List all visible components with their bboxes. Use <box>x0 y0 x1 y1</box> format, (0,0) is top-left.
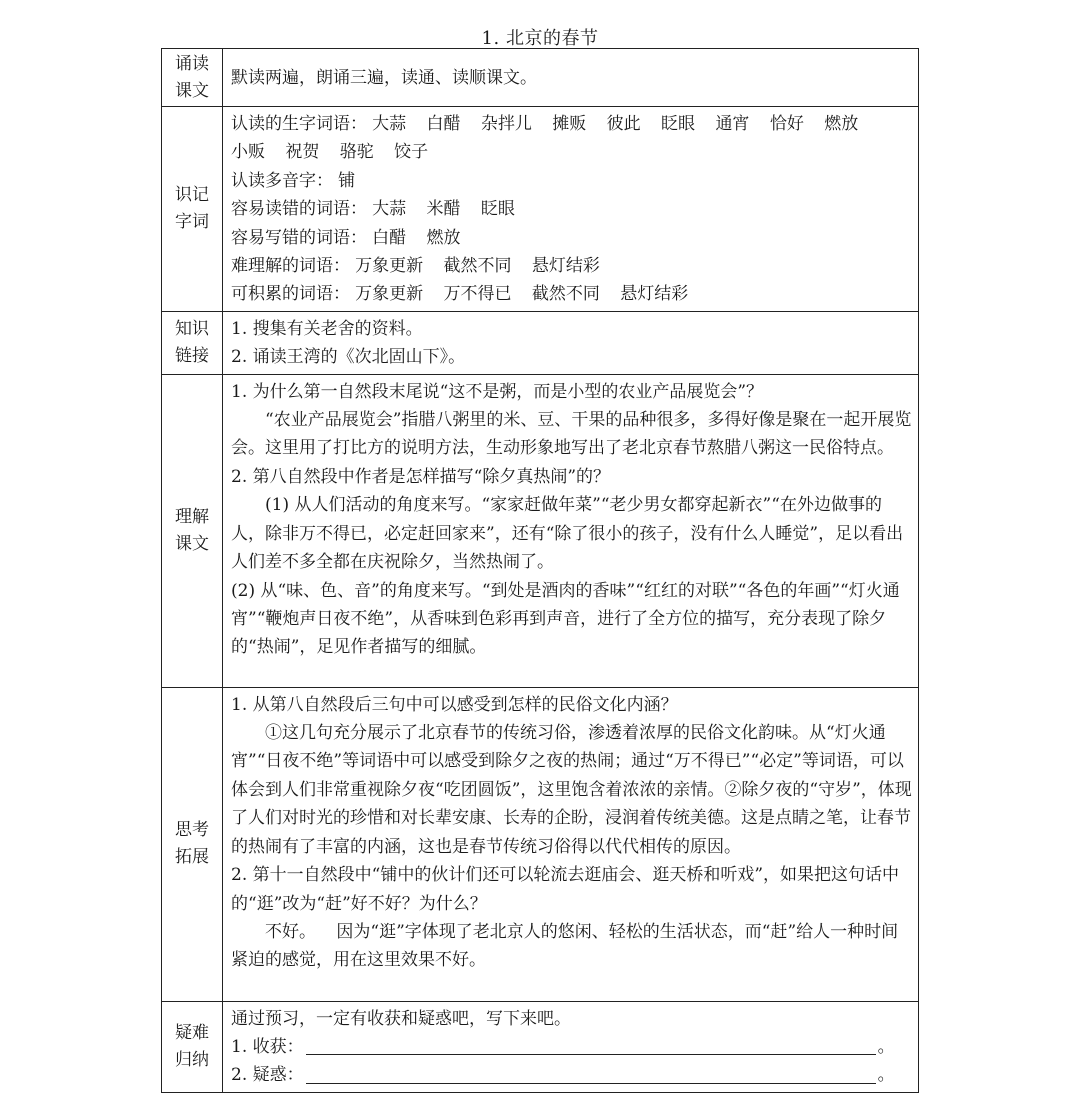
content-understand <box>223 374 919 687</box>
word-item: 悬灯结彩 <box>620 284 689 305</box>
content-explore <box>223 687 919 1001</box>
word-item: 眨眼 <box>480 199 515 220</box>
word-row <box>231 280 912 308</box>
word-item: 大蒜 <box>372 199 407 220</box>
word-item: 彼此 <box>606 114 641 134</box>
word-row <box>231 252 912 280</box>
label-understand: 理解 课文 <box>162 374 223 687</box>
recite-text: 默读两遍，朗诵三遍，读通、读顺课文。 <box>231 67 537 88</box>
word-row-heading: 认读的生字词语： <box>231 114 367 134</box>
word-item: 通宵 <box>715 114 750 134</box>
label-words: 识记 字词 <box>162 107 223 312</box>
word-item: 铺 <box>338 170 356 191</box>
word-row-heading: 可积累的词语： <box>231 284 350 305</box>
word-item: 眨眼 <box>661 114 696 134</box>
word-item: 骆驼 <box>339 142 374 163</box>
gain-row: 1. 收获： 。 <box>231 1037 895 1058</box>
word-item: 万象更新 <box>355 284 424 305</box>
word-row <box>231 224 912 252</box>
knowledge-item: 2. 诵读王湾的《次北固山下》。 <box>231 347 466 368</box>
word-item: 悬灯结彩 <box>531 256 600 277</box>
word-item: 万不得已 <box>443 284 512 305</box>
doubts-prompt: 通过预习，一定有收获和疑惑吧，写下来吧。 <box>231 1008 571 1029</box>
word-item: 杂拌儿 <box>480 114 532 134</box>
content-recite <box>223 49 919 107</box>
word-item: 祝贺 <box>285 142 320 163</box>
content-words <box>223 107 919 312</box>
word-item: 大蒜 <box>372 114 407 134</box>
word-item: 燃放 <box>426 227 461 248</box>
row-explore <box>162 687 919 1001</box>
question-2: 2. 第八自然段中作者是怎样描写“除夕真热闹”的？ <box>231 466 611 487</box>
word-item: 截然不同 <box>443 256 512 277</box>
answer-1: “农业产品展览会”指腊八粥里的米、豆、干果的品种很多，多得好像是聚在一起开展览会。这里用了打比方的说明方法，生动形象地写出了老北京春节熬腊八粥这一民俗特点。 <box>231 410 912 459</box>
page-title: 1. 北京的春节 <box>481 28 599 49</box>
word-item: 恰好 <box>769 114 804 134</box>
word-row <box>231 110 912 138</box>
word-item: 截然不同 <box>531 284 600 305</box>
row-understand <box>162 374 919 687</box>
word-row-heading: 难理解的词语： <box>231 256 350 277</box>
word-row-heading: 容易读错的词语： <box>231 199 367 220</box>
word-item: 白醋 <box>372 227 407 248</box>
label-doubts: 疑难 归纳 <box>162 1001 223 1092</box>
word-item: 饺子 <box>394 142 429 163</box>
label-knowledge: 知识 链接 <box>162 311 223 374</box>
study-sheet-table <box>161 48 919 1093</box>
row-recite <box>162 49 919 107</box>
gain-input-line[interactable] <box>306 1053 876 1055</box>
explore-question-1: 1. 从第八自然段后三句中可以感受到怎样的民俗文化内涵？ <box>231 694 678 715</box>
word-item: 万象更新 <box>355 256 424 277</box>
answer-2-part-1: (1) 从人们活动的角度来写。“家家赶做年菜”“老少男女都穿起新衣”“在外边做事的人，除非万不得已，必定赶回家来”，还有“除了很小的孩子，没有什么人睡觉”，足以看出人们差不多全都在庆祝除夕，当然热闹了。 <box>231 495 904 573</box>
word-item: 燃放 <box>824 114 859 134</box>
label-recite: 诵读 课文 <box>162 49 223 107</box>
doubt-row: 2. 疑惑： 。 <box>231 1065 895 1086</box>
word-row <box>231 138 912 166</box>
row-doubts <box>162 1001 919 1092</box>
word-item: 摊贩 <box>552 114 587 134</box>
row-knowledge <box>162 311 919 374</box>
label-explore: 思考 拓展 <box>162 687 223 1001</box>
word-row <box>231 195 912 223</box>
content-knowledge <box>223 311 919 374</box>
word-row-heading: 容易写错的词语： <box>231 227 367 248</box>
word-item: 米醋 <box>426 199 461 220</box>
word-row-heading: 认读多音字： <box>231 170 333 191</box>
answer-2-part-2: (2) 从“味、色、音”的角度来写。“到处是酒肉的香味”“红红的对联”“各色的年画”“灯火通宵”“鞭炮声日夜不绝”，从香味到色彩再到声音，进行了全方位的描写，充分表现了除夕的“热闹”，足见作者描写的细腻。 <box>231 580 900 658</box>
explore-question-2: 2. 第十一自然段中“铺中的伙计们还可以轮流去逛庙会、逛天桥和听戏”，如果把这句话中的“逛”改为“赶”好不好？为什么？ <box>231 865 900 914</box>
doubt-input-line[interactable] <box>306 1082 876 1084</box>
question-1: 1. 为什么第一自然段末尾说“这不是粥，而是小型的农业产品展览会”？ <box>231 381 764 402</box>
explore-answer-1: ①这几句充分展示了北京春节的传统习俗，渗透着浓厚的民俗文化韵味。从“灯火通宵”“日夜不绝”等词语中可以感受到除夕之夜的热闹；通过“万不得已”“必定”等词语，可以体会到人们非常重视除夕夜“吃团圆饭”，这里饱含着浓浓的亲情。②除夕夜的“守岁”，体现了人们对时光的珍惜和对长辈安康、长寿的企盼，浸润着传统美德。这是点睛之笔，让春节的热闹有了丰富的内涵，这也是春节传统习俗得以代代相传的原因。 <box>231 723 912 857</box>
word-list <box>231 110 912 309</box>
row-words <box>162 107 919 312</box>
explore-answer-2: 不好。 因为“逛”字体现了老北京人的悠闲、轻松的生活状态，而“赶”给人一种时间紧迫的感觉，用在这里效果不好。 <box>231 921 899 971</box>
word-row <box>231 167 912 195</box>
content-doubts <box>223 1001 919 1092</box>
word-item: 小贩 <box>231 142 265 163</box>
knowledge-item: 1. 搜集有关老舍的资料。 <box>231 318 423 339</box>
word-item: 白醋 <box>426 114 461 134</box>
